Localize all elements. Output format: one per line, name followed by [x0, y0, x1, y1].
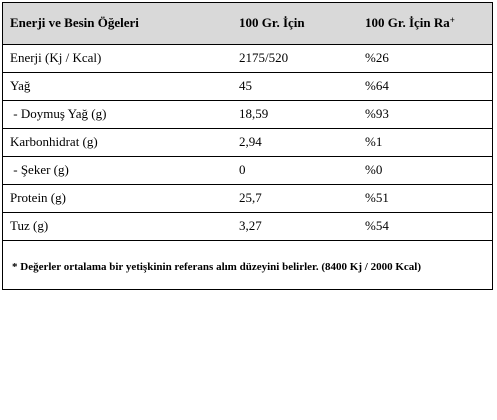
nutrient-amount: 3,27 [232, 212, 358, 240]
reference-intake-footnote: * Değerler ortalama bir yetişkinin referans alım düzeyini belirler. (8400 Kj / 2000 Kcal) [12, 260, 421, 273]
table-row [3, 128, 492, 156]
table-row [3, 184, 492, 212]
nutrient-name: - Doymuş Yağ (g) [3, 100, 232, 128]
nutrient-name: Karbonhidrat (g) [3, 128, 232, 156]
table-header-row [3, 3, 492, 44]
header-superscript: + [449, 15, 455, 26]
table-row [3, 44, 492, 72]
nutrient-ri-percent: %54 [358, 212, 492, 240]
table-row [3, 100, 492, 128]
table-row [3, 156, 492, 184]
nutrient-ri-percent: %26 [358, 44, 492, 72]
nutrient-amount: 45 [232, 72, 358, 100]
nutrition-table [3, 3, 492, 241]
header-reference-intake [358, 3, 492, 44]
header-per-100g: 100 Gr. İçin [232, 3, 358, 44]
nutrient-ri-percent: %93 [358, 100, 492, 128]
header-reference-intake-label: 100 Gr. İçin Ra [365, 15, 450, 31]
nutrient-ri-percent: %64 [358, 72, 492, 100]
table-row [3, 72, 492, 100]
header-nutrient: Enerji ve Besin Öğeleri [3, 3, 232, 44]
table-row [3, 212, 492, 240]
nutrient-amount: 2,94 [232, 128, 358, 156]
nutrient-amount: 0 [232, 156, 358, 184]
nutrient-amount: 25,7 [232, 184, 358, 212]
nutrient-amount: 18,59 [232, 100, 358, 128]
nutrient-ri-percent: %51 [358, 184, 492, 212]
nutrient-name: Enerji (Kj / Kcal) [3, 44, 232, 72]
nutrient-ri-percent: %0 [358, 156, 492, 184]
nutrient-amount: 2175/520 [232, 44, 358, 72]
nutrient-name: Tuz (g) [3, 212, 232, 240]
nutrient-ri-percent: %1 [358, 128, 492, 156]
nutrient-name: Yağ [3, 72, 232, 100]
nutrition-facts-panel [2, 2, 493, 290]
nutrient-name: Protein (g) [3, 184, 232, 212]
nutrient-name: - Şeker (g) [3, 156, 232, 184]
